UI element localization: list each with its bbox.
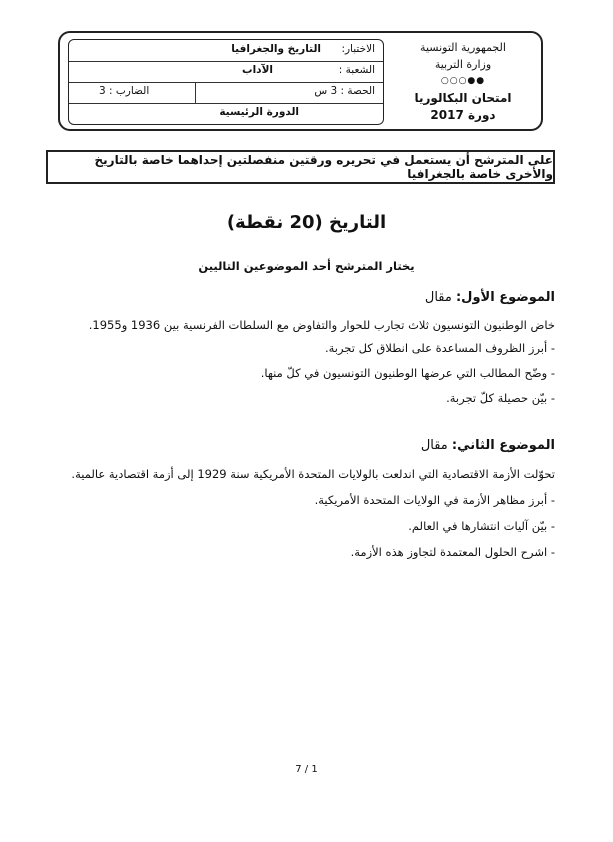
instruction-box: على المترشح أن يستعمل في تحريره ورقتين منفصلتين إحداهما خاصة بالتاريخ والأخرى خاصة بالجغرافيا [46,150,555,184]
topic1-heading [425,290,555,305]
branch-value: الآداب [242,64,273,76]
topic1-label: الموضوع الأول: [455,290,555,305]
duration-row [69,82,383,104]
topic1-type: مقال [424,290,452,305]
exam-info-table [68,39,384,125]
session-row [69,103,383,124]
header-frame [58,31,543,131]
subject-label: الاختبار: [341,43,375,55]
topic1-item: - بيّن حصيلة كلّ تجربة. [446,391,555,405]
subject-value: التاريخ والجغرافيا [231,43,321,55]
session-year: دورة 2017 [430,108,496,122]
subject-row [69,40,383,62]
cell-divider [195,82,196,103]
topic1-intro: خاض الوطنيون التونسيون ثلاث تجارب للحوار والتفاوض مع السلطات الفرنسية بين 1936 و1955. [88,318,555,332]
topic2-item: - بيّن آليات انتشارها في العالم. [408,519,555,533]
session-type: الدورة الرئيسية [219,106,299,118]
topic2-intro: تحوّلت الأزمة الاقتصادية التي اندلعت بالولايات المتحدة الأمريكية سنة 1929 إلى أزمة اقتصادية عالمية. [71,467,555,481]
topic2-label: الموضوع الثاني: [451,438,555,453]
page-number: 7 / 1 [295,764,318,775]
topic2-item: - أبرز مظاهر الأزمة في الولايات المتحدة الأمريكية. [314,493,555,507]
coefficient-text: الضارب : 3 [99,85,150,97]
duration-text: الحصة : 3 س [314,85,375,97]
ministry-name: وزارة التربية [434,58,492,71]
choose-instruction: يختار المترشح أحد الموضوعين التاليين [198,259,415,273]
topic2-heading [421,438,555,453]
exam-name: امتحان البكالوريا [414,91,512,105]
branch-label: الشعبة : [338,64,375,76]
section-title: التاريخ (20 نقطة) [226,212,387,233]
branch-row [69,61,383,83]
topic1-item: - وضّح المطالب التي عرضها الوطنيون التونسيون في كلّ منها. [260,366,555,380]
topic2-item: - اشرح الحلول المعتمدة لتجاوز هذه الأزمة. [350,545,555,559]
header-institution [393,39,533,124]
republic-name: الجمهورية التونسية [420,41,506,54]
level-dots: ●●○○○ [440,76,486,86]
topic1-item: - أبرز الظروف المساعدة على انطلاق كل تجربة. [324,341,555,355]
topic2-type: مقال [420,438,448,453]
